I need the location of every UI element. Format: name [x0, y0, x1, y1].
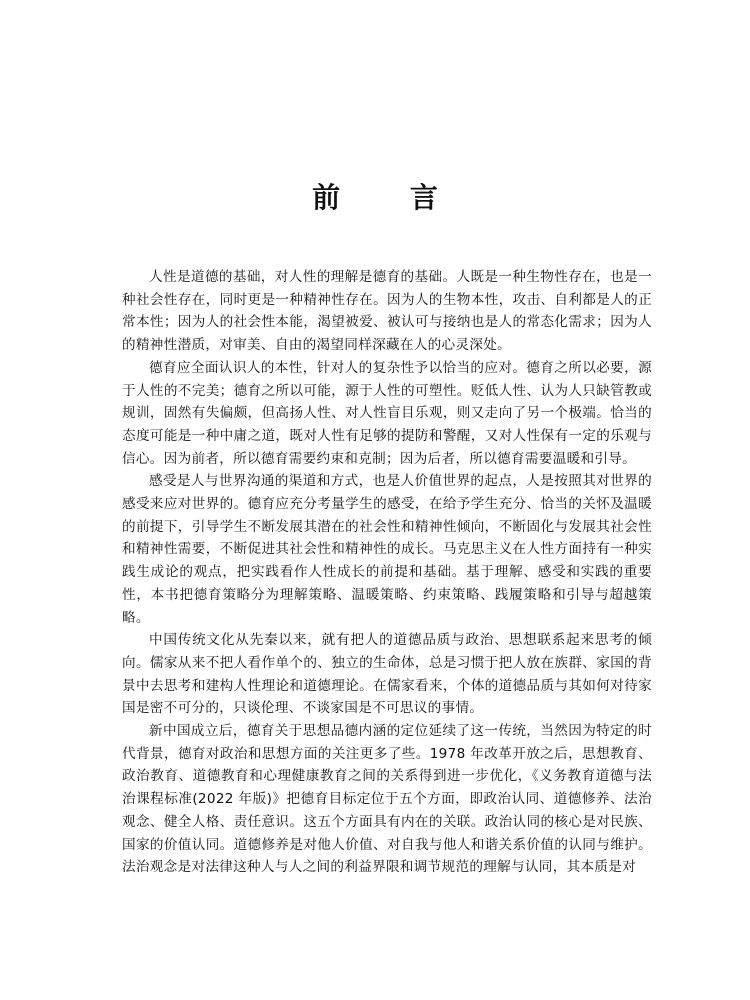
paragraph-5: 新中国成立后，德育关于思想品德内涵的定位延续了这一传统，当然因为特定的时代背景，德育对政治和思想方面的关注更多了些。1978 年改革开放之后，思想教育、政治教育、道德教育和心理健康教育之间的关系得到进一步优化，《义务教育道德与法治课程标准(2022 年版)》把德育目标定位于五个方面，即政治认同、道德修养、法治观念、健全人格、责任意识。这五个方面具有内在的关联。政治认同的核心是对民族、国家的价值认同。道德修养是对他人价值、对自我与他人和谐关系价值的认同与维护。法治观念是对法律这种人与人之间的利益界限和调节规范的理解与认同，其本质是对: [122, 723, 652, 876]
page-title: 前 言: [312, 181, 468, 214]
paragraph-3: 感受是人与世界沟通的渠道和方式，也是人价值世界的起点，人是按照其对世界的感受来应对世界的。德育应充分考量学生的感受，在给予学生充分、恰当的关怀及温暖的前提下，引导学生不断发展其潜在的社会性和精神性倾向，不断固化与发展其社会性和精神性需要，不断促进其社会性和精神性的成长。马克思主义在人性方面持有一种实践生成论的观点，把实践看作人性成长的前提和基础。基于理解、感受和实践的重要性，本书把德育策略分为理解策略、温暖策略、约束策略、践履策略和引导与超越策略。: [122, 473, 652, 626]
paragraph-4: 中国传统文化从先秦以来，就有把人的道德品质与政治、思想联系起来思考的倾向。儒家从来不把人看作单个的、独立的生命体，总是习惯于把人放在族群、家国的背景中去思考和建构人性理论和道德理论。在儒家看来，个体的道德品质与其如何对待家国是密不可分的，只谈伦理、不谈家国是不可思议的事情。: [122, 632, 652, 717]
paragraph-1: 人性是道德的基础，对人性的理解是德育的基础。人既是一种生物性存在，也是一种社会性存在，同时更是一种精神性存在。因为人的生物本性，攻击、自利都是人的正常本性；因为人的社会性本能，渴望被爱、被认可与接纳也是人的常态化需求；因为人的精神性潜质，对审美、自由的渴望同样深藏在人的心灵深处。: [122, 269, 652, 354]
preface-body: [122, 266, 652, 879]
paragraph-2: 德育应全面认识人的本性，针对人的复杂性予以恰当的应对。德育之所以必要，源于人性的不完美；德育之所以可能，源于人性的可塑性。贬低人性、认为人只缺管教或规训，固然有失偏颇，但高扬人性、对人性盲目乐观，则又走向了另一个极端。恰当的态度可能是一种中庸之道，既对人性有足够的提防和警醒，又对人性保有一定的乐观与信心。因为前者，所以德育需要约束和克制；因为后者，所以德育需要温暖和引导。: [122, 359, 652, 467]
